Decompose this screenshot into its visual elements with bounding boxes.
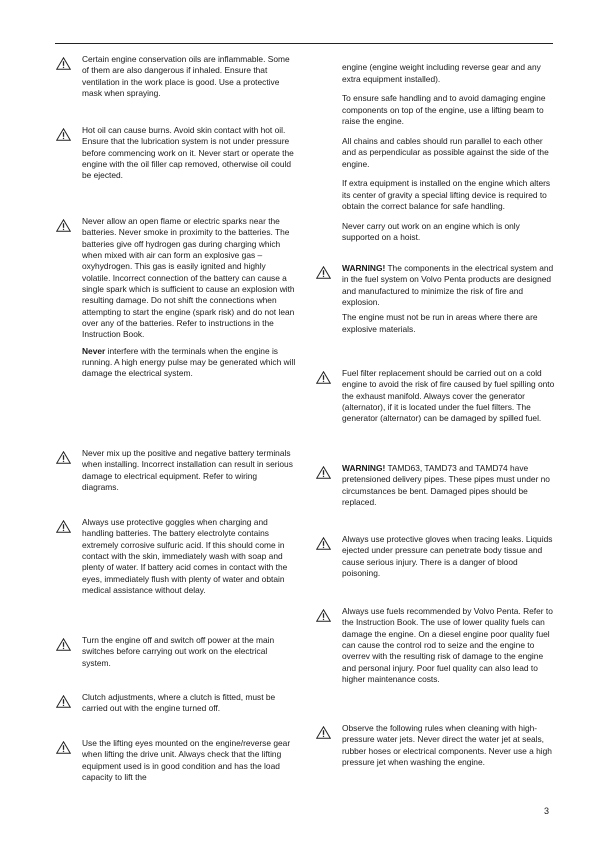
warning-text: Certain engine conservation oils are inflammable. Some of them are also dangerous if inhaled. Ensure that ventilation in the work place is good. Use a protective mask when spraying. bbox=[82, 54, 290, 99]
warning-text bbox=[342, 263, 556, 335]
warning-text: Hot oil can cause burns. Avoid skin contact with hot oil. Ensure that the lubrication system is not under pressure before commencing work on it. Never start or operate the engine with the oil filler cap removed, otherwise oil could be ejected. bbox=[82, 125, 294, 181]
warning-triangle-icon bbox=[56, 695, 71, 708]
warning-paragraph: Never allow an open flame or electric sparks near the batteries. Never smoke in proximity to the batteries. The batteries give off hydrogen gas during charging which when mixed with air can form an explosive gas – oxyhydrogen. This gas is easily ignited and highly volatile. Incorrect connection of the battery can cause a single spark which is sufficient to cause an explosion with resulting damage. Do not shift the connections when attempting to start the engine (spark risk) and do not lean over any of the batteries. Refer to instructions in the Instruction Book. bbox=[82, 216, 295, 340]
warning-triangle-icon bbox=[316, 726, 331, 739]
top-rule bbox=[55, 43, 553, 44]
warning-triangle-icon bbox=[56, 57, 71, 70]
warning-paragraph bbox=[342, 263, 556, 308]
warning-triangle-icon bbox=[316, 466, 331, 479]
continuation-paragraph: All chains and cables should run parallel to each other and as perpendicular as possible against the side of the engine. bbox=[342, 135, 549, 169]
warning-triangle-icon bbox=[316, 371, 331, 384]
continuation-paragraph: To ensure safe handling and to avoid damaging engine components on top of the engine, use a lifting beam to raise the engine. bbox=[342, 93, 546, 127]
warning-triangle-icon bbox=[56, 451, 71, 464]
warning-triangle-icon bbox=[316, 537, 331, 550]
note-bold: Never bbox=[82, 345, 106, 356]
warning-text: Clutch adjustments, where a clutch is fitted, must be carried out with the engine turned off. bbox=[82, 692, 276, 714]
warning-triangle-icon bbox=[316, 609, 331, 622]
warning-note bbox=[82, 346, 296, 380]
warning-text: Always use protective gloves when tracing leaks. Liquids ejected under pressure can penetrate body tissue and cause serious injury. There is a danger of blood poisoning. bbox=[342, 534, 553, 579]
warning-text bbox=[342, 463, 556, 508]
warning-body: TAMD63, TAMD73 and TAMD74 have pretensioned delivery pipes. These pipes must under no circumstances be bent. Damaged pipes should be replaced. bbox=[342, 463, 550, 508]
continuation-paragraph: Never carry out work on an engine which is only supported on a hoist. bbox=[342, 220, 520, 243]
warning-triangle-icon bbox=[56, 520, 71, 533]
warning-triangle-icon bbox=[56, 219, 71, 232]
warning-body: The components in the electrical system and in the fuel system on Volvo Penta products are designed and manufactured to minimize the risk of fire and explosion. bbox=[342, 263, 554, 308]
warning-label: WARNING! bbox=[342, 263, 386, 273]
warning-text: Never mix up the positive and negative battery terminals when installing. Incorrect installation can result in serious damage to electrical equipment. Refer to wiring diagrams. bbox=[82, 448, 293, 493]
warning-label: WARNING! bbox=[342, 463, 386, 473]
continuation-paragraph: engine (engine weight including reverse gear and any extra equipment installed). bbox=[342, 62, 541, 84]
warning-triangle-icon bbox=[56, 638, 71, 651]
warning-text: Always use protective goggles when charging and handling batteries. The battery electrolyte contains extremely corrosive sulfuric acid. If this should come in contact with the skin, immediately wash with soap and plenty of water. If battery acid comes in contact with the eyes, immediately flush with plenty of water and obtain medical assistance without delay. bbox=[82, 517, 288, 596]
continuation-text bbox=[342, 54, 556, 252]
note-rest: interfere with the terminals when the engine is running. A high energy pulse may be generated which will damage the electrical system. bbox=[82, 345, 296, 379]
warning-text: Fuel filter replacement should be carried out on a cold engine to avoid the risk of fire caused by fuel spilling onto the exhaust manifold. Always cover the generator (alternator), if it is located under the fuel filters. The generator (alternator) can be damaged by spilled fuel. bbox=[342, 368, 555, 424]
warning-text: Turn the engine off and switch off power at the main switches before carrying out work on the electrical system. bbox=[82, 635, 275, 668]
continuation-paragraph: If extra equipment is installed on the engine which alters its center of gravity a special lifting device is required to obtain the correct balance for safe handling. bbox=[342, 178, 551, 211]
warning-triangle-icon bbox=[316, 266, 331, 279]
warning-text: Always use fuels recommended by Volvo Penta. Refer to the Instruction Book. The use of lower quality fuels can damage the engine. On a diesel engine poor quality fuel can cause the control rod to seize and the engine to overrev with the resulting risk of damage to the engine and personal injury. Poor fuel quality can also lead to higher maintenance costs. bbox=[342, 606, 553, 685]
warning-triangle-icon bbox=[56, 741, 71, 754]
warning-extra: The engine must not be run in areas where there are explosive materials. bbox=[342, 312, 538, 334]
warning-triangle-icon bbox=[56, 128, 71, 141]
warning-text: Use the lifting eyes mounted on the engine/reverse gear when lifting the drive unit. Always check that the lifting equipment used is in good condition and has the load capacity to lift the bbox=[82, 738, 291, 783]
page-number: 3 bbox=[544, 806, 550, 816]
warning-text bbox=[82, 216, 296, 380]
warning-text: Observe the following rules when cleaning with high-pressure water jets. Never direct the water jet at seals, rubber hoses or electrical components. Never use a high pressure jet when washing the engine. bbox=[342, 723, 552, 768]
